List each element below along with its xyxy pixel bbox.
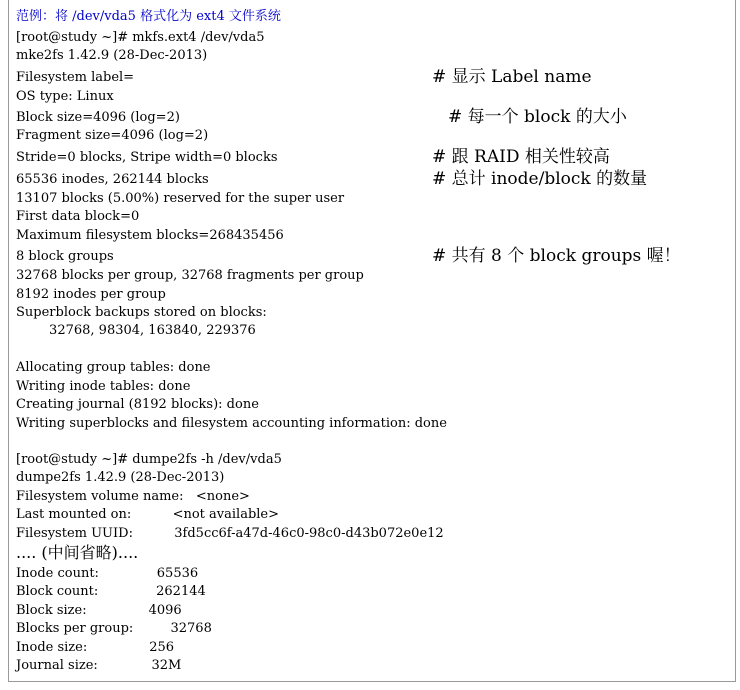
output-line: Journal size: 32M <box>16 658 182 673</box>
output-line: Blocks per group: 32768 <box>16 621 212 636</box>
output-line: Inode size: 256 <box>16 640 175 655</box>
output-line: [root@study ~]# dumpe2fs -h /dev/vda5 <box>16 452 282 467</box>
output-line: 32768, 98304, 163840, 229376 <box>16 323 256 338</box>
output-line: Maximum filesystem blocks=268435456 <box>16 228 284 243</box>
example-title: 范例：将 /dev/vda5 格式化为 ext4 文件系统 <box>16 9 281 24</box>
output-line: Block size=4096 (log=2) <box>16 110 180 125</box>
output-line: 65536 inodes, 262144 blocks <box>16 172 209 187</box>
output-line: OS type: Linux <box>16 89 114 104</box>
comment-block-size: # 每一个 block 的大小 <box>448 107 627 127</box>
output-line: [root@study ~]# mkfs.ext4 /dev/vda5 <box>16 30 265 45</box>
omitted-marker: .... (中间省略).... <box>16 543 139 562</box>
comment-groups: # 共有 8 个 block groups 喔！ <box>432 246 681 266</box>
output-line: Writing inode tables: done <box>16 379 191 394</box>
output-line: 13107 blocks (5.00%) reserved for the super user <box>16 191 345 206</box>
output-line: Stride=0 blocks, Stripe width=0 blocks <box>16 150 278 165</box>
output-line: Superblock backups stored on blocks: <box>16 305 267 320</box>
output-line: Block size: 4096 <box>16 603 182 618</box>
output-line: 8 block groups <box>16 249 114 264</box>
output-line: Allocating group tables: done <box>16 360 211 375</box>
output-line: Filesystem UUID: 3fd5cc6f-a47d-46c0-98c0-d43b072e0e12 <box>16 526 444 541</box>
output-line: 32768 blocks per group, 32768 fragments per group <box>16 268 364 283</box>
output-line: Inode count: 65536 <box>16 566 199 581</box>
output-line: Last mounted on: <not available> <box>16 507 280 522</box>
output-line: 8192 inodes per group <box>16 287 166 302</box>
output-line: mke2fs 1.42.9 (28-Dec-2013) <box>16 48 208 63</box>
output-line: Filesystem label= <box>16 70 135 85</box>
comment-label: # 显示 Label name <box>432 67 592 87</box>
comment-raid: # 跟 RAID 相关性较高 <box>432 147 610 167</box>
output-line: Block count: 262144 <box>16 584 206 599</box>
output-line: Fragment size=4096 (log=2) <box>16 128 209 143</box>
output-line: Writing superblocks and filesystem accounting information: done <box>16 416 447 431</box>
output-line: dumpe2fs 1.42.9 (28-Dec-2013) <box>16 470 225 485</box>
comment-total: # 总计 inode/block 的数量 <box>432 169 648 189</box>
output-line: Creating journal (8192 blocks): done <box>16 397 259 412</box>
output-line: Filesystem volume name: <none> <box>16 489 250 504</box>
output-line: First data block=0 <box>16 209 140 224</box>
